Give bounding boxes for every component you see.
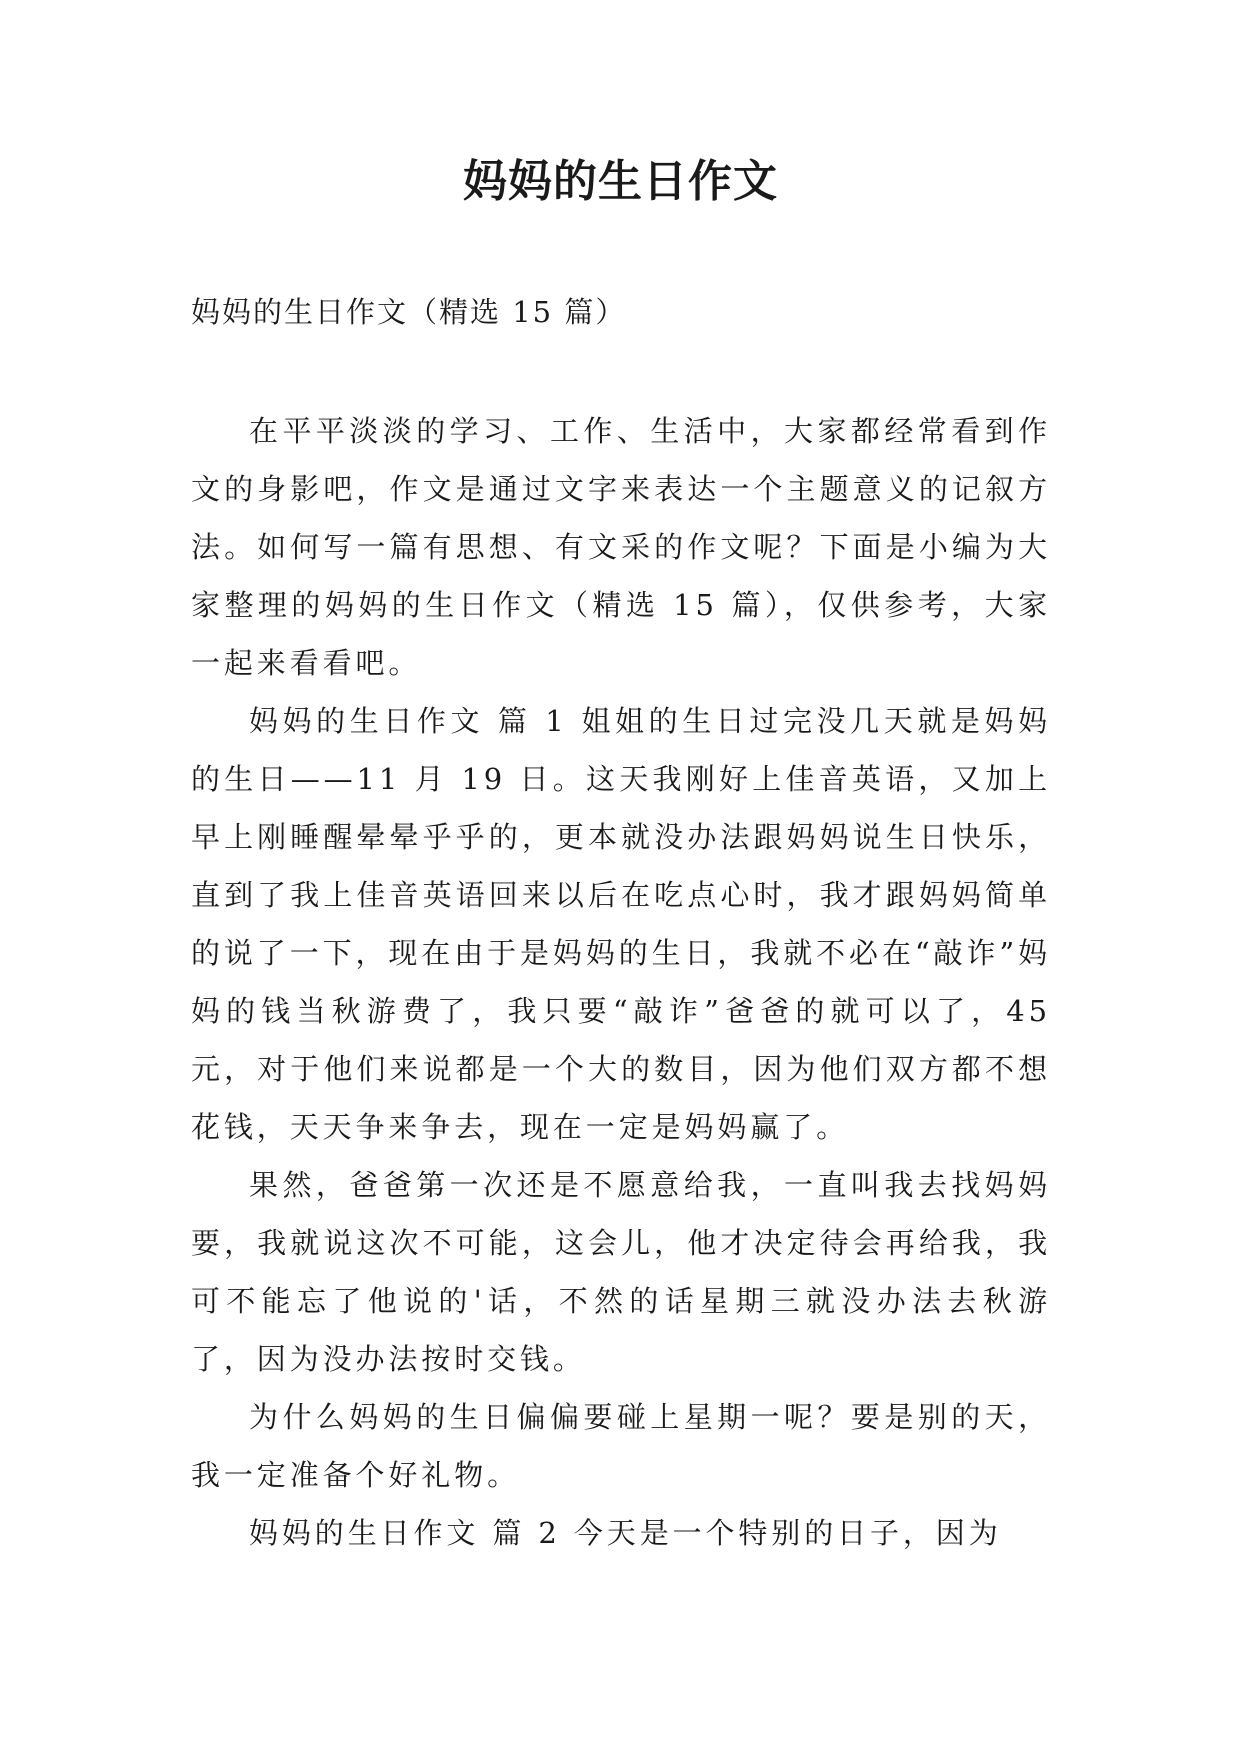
essay-2-paragraph-1: 妈妈的生日作文 篇 2 今天是一个特别的日子，因为 [249, 1516, 1002, 1550]
document-body [191, 402, 1051, 1562]
essay-1-paragraph-2: 果然，爸爸第一次还是不愿意给我，一直叫我去找妈妈要，我就说这次不可能，这会儿，他才决定待会再给我，我可不能忘了他说的'话，不然的话星期三就没办法去秋游了，因为没办法按时交钱。 [191, 1168, 1051, 1376]
essay-1-paragraph-3: 为什么妈妈的生日偏偏要碰上星期一呢？要是别的天，我一定准备个好礼物。 [191, 1400, 1051, 1492]
essay-1-paragraph-1: 妈妈的生日作文 篇 1 姐姐的生日过完没几天就是妈妈的生日——11 月 19 日。这天我刚好上佳音英语，又加上早上刚睡醒晕晕乎乎的，更本就没办法跟妈妈说生日快乐，直到了我上佳音英语回来以后在吃点心时，我才跟妈妈简单的说了一下，现在由于是妈妈的生日，我就不必在“敲诈”妈妈的钱当秋游费了，我只要“敲诈”爸爸的就可以了，45 元，对于他们来说都是一个大的数目，因为他们双方都不想花钱，天天争来争去，现在一定是妈妈赢了。 [191, 704, 1051, 1144]
intro-paragraph: 在平平淡淡的学习、工作、生活中，大家都经常看到作文的身影吧，作文是通过文字来表达一个主题意义的记叙方法。如何写一篇有思想、有文采的作文呢？下面是小编为大家整理的妈妈的生日作文（精选 15 篇），仅供参考，大家一起来看看吧。 [191, 414, 1051, 680]
document-subtitle: 妈妈的生日作文（精选 15 篇） [191, 295, 627, 329]
document-title: 妈妈的生日作文 [463, 156, 778, 207]
